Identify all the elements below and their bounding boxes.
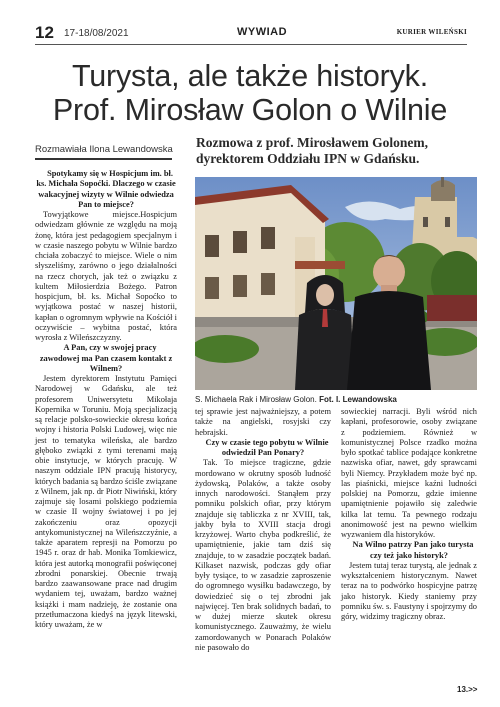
photo-caption: [195, 395, 477, 404]
interview-answer: Jestem dyrektorem Instytutu Pamięci Narodowej w Gdańsku, ale też profesorem Uniwersytetu Mikołaja Kopernika w Toruniu. Moją specjalizacją są relacje polsko-sowieckie okresu końca wojny i historia Polski Ludowej, więc nie jest to tematyka wileńska, ale bardzo głęboko związki z tymi terenami mają obie instytucje, w których pracuję. W naszym oddziale IPN pracują historycy, których badania są bardzo ściśle związane z Wilnem, jak np. dr Piotr Niwiński, który zajmuje się losami polskiego podziemia w czasie II wojny światowej i po jej zakończeniu oraz opozycji antykomunistycznej na Wileńszczyźnie, a także aparatem represji na Pomorzu po 1945 r. oraz dr hab. Monika Tomkiewicz, która jest autorką monografii poświęconej zbrodni ponarskiej. Obecnie trwają bardzo zaawansowane prace nad drugim wydaniem tej, uważam, bardzo ważnej książki i mam nadzieję, że zostanie ona przetłumaczona kiedyś na język litewski, który uważam, że w: [35, 374, 177, 629]
caption-text: S. Michaela Rak i Mirosław Golon.: [195, 395, 317, 404]
author-byline: Rozmawiała Ilona Lewandowska: [35, 144, 173, 155]
headline: [30, 59, 470, 127]
page-header: [35, 23, 467, 44]
article-column-3: [341, 407, 477, 622]
interview-answer: Tak. To miejsce tragiczne, gdzie mordowano w okrutny sposób ludność żydowską, Polaków, a także osoby innych narodowości. Stanąłem przy pomniku polskich ofiar, przy którym znajduje się tabliczka z nr XVIII, tak, jakby była to XVIII stacja drogi krzyżowej. Warto chyba podkreślić, że upamiętnienie, jakie tam dziś się znajduje, to w zasadzie początek badań. Kilkaset nazwisk, podczas gdy ofiar były tysiące, to w zasadzie zaproszenie do ogromnego wysiłku badawczego, by dowiedzieć się o tej zbrodni jak najwięcej. Ten brak solidnych badań, to w dużej mierze skutek okresu komunistycznego. Zauważmy, że wielu zamordowanych w Ponarach Polaków nie pasowało do: [195, 458, 331, 652]
byline-underline: [35, 158, 172, 160]
interview-question: Czy w czasie tego pobytu w Wilnie odwiedził Pan Ponary?: [205, 437, 329, 457]
interview-answer: Towyjątkowe miejsce.Hospicjum odwiedzam głównie ze względu na moją żonę, która jest pedagogiem specjalnym i w czasie naszego pobytu w Wilnie bardzo chciała zobaczyć to miejsce. Wiele o nim słyszeliśmy, zarówno o jego działalności na rzecz chorych, jak też o związku z kultem Miłosierdzia Bożego. Patron hospicjum, bł. ks. Michał Sopoćko to wyjątkowa postać w naszej historii, kapłan o ogromnym wpływie na Kościół i oczywiście – wybitna postać, która wyrosła z Wileńszczyzny.: [35, 210, 177, 342]
newspaper-name: KURIER WILEŃSKI: [396, 28, 467, 36]
continued-marker: 13.>>: [457, 685, 478, 694]
interview-question: Na Wilno patrzy Pan jako turysta czy też jako historyk?: [352, 540, 474, 560]
section-name: WYWIAD: [237, 26, 288, 38]
article-lead: Rozmowa z prof. Mirosławem Golonem, dyrektorem Oddziału IPN w Gdańsku.: [196, 135, 428, 166]
photo-illustration: [195, 177, 477, 390]
interview-question: Spotykamy się w Hospicjum im. bł. ks. Michała Sopoćki. Dlaczego w czasie wakacyjnej wizyty w Wilnie odwiedza Pan to miejsce?: [36, 169, 176, 209]
header-divider: [35, 44, 467, 45]
article-photo: [195, 177, 477, 390]
interview-answer: Jestem tutaj teraz turystą, ale jednak z wykształceniem historycznym. Nawet teraz na to podwórko hospicyjne patrzę jako historyk. Kiedy staniemy przy pomniku św. s. Faustyny i spojrzymy do góry, widzimy tragiczny obraz.: [341, 560, 477, 621]
page-number: 12: [35, 23, 54, 42]
issue-date: 17-18/08/2021: [64, 28, 129, 39]
headline-line-2: Prof. Mirosław Golon o Wilnie: [52, 93, 448, 127]
article-column-1: [35, 169, 177, 630]
interview-question: A Pan, czy w swojej pracy zawodowej ma Pan czasem kontakt z Wilnem?: [39, 343, 173, 373]
interview-answer-continued: tej sprawie jest najważniejszy, a potem także na angielski, rosyjski czy hebrajski.: [195, 407, 331, 437]
interview-answer-continued: sowieckiej narracji. Byli wśród nich kapłani, profesorowie, osoby związane z podziemiem. Również w komunistycznej Polsce rzadko można było spotkać tablice podające konkretne nazwiska ofiar, nawet, gdy sprawcami byli Niemcy. Przykładem może być np. las piaśnicki, miejsce kaźni ludności polskiej na Pomorzu, gdzie imienne upamiętnienie pojawiło się zaledwie kilka lat temu. Ta pewnego rodzaju anonimowość jest na pewno wielkim wyzwaniem dla historyków.: [341, 407, 477, 539]
article-column-2: [195, 407, 331, 653]
headline-line-1: Turysta, ale także historyk.: [71, 59, 428, 93]
photo-credit: Fot. I. Lewandowska: [319, 395, 397, 404]
